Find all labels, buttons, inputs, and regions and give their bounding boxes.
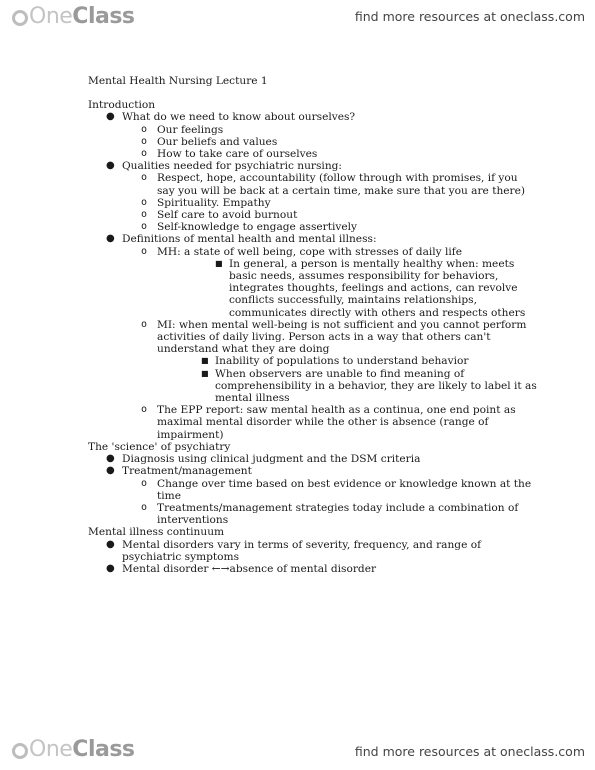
list-item: o MI: when mental well-being is not sufficient and you cannot perform xyxy=(141,318,527,331)
square-bullet-icon: ■ xyxy=(201,356,209,366)
lecture-notes xyxy=(88,75,538,575)
list-item-continuation: time xyxy=(157,489,181,502)
circle-bullet-icon: o xyxy=(141,123,148,135)
list-item: ● Qualities needed for psychiatric nursing: xyxy=(106,160,342,173)
list-item: ● What do we need to know about ourselves? xyxy=(106,111,356,124)
logo-circle-icon xyxy=(12,10,28,26)
list-item: ■ In general, a person is mentally healthy when: meets xyxy=(215,257,515,270)
list-item: ● Treatment/management xyxy=(106,465,252,478)
list-item-continuation: comprehensibility in a behavior, they are likely to label it as xyxy=(215,379,537,392)
list-item-continuation: interventions xyxy=(157,514,229,527)
list-item: ● Mental disorder ←→absence of mental disorder xyxy=(106,562,377,575)
resources-link-bottom[interactable]: find more resources at oneclass.com xyxy=(354,744,585,759)
circle-bullet-icon: o xyxy=(141,209,148,221)
list-item: ● Mental disorders vary in terms of severity, frequency, and range of xyxy=(106,538,482,551)
list-item-continuation: psychiatric symptoms xyxy=(122,550,240,563)
list-item-continuation: mental illness xyxy=(215,392,290,405)
list-item-continuation: impairment) xyxy=(157,428,224,441)
circle-bullet-icon: o xyxy=(141,172,148,184)
list-item: ● Definitions of mental health and mental illness: xyxy=(106,233,377,246)
list-item: o The EPP report: saw mental health as a continua, one end point as xyxy=(141,404,516,417)
bullet-icon: ● xyxy=(106,111,115,123)
circle-bullet-icon: o xyxy=(141,135,148,147)
list-item: o Treatments/management strategies today include a combination of xyxy=(141,501,519,514)
list-item: o Change over time based on best evidence or knowledge known at the xyxy=(141,477,532,490)
list-item: o Self-knowledge to engage assertively xyxy=(141,221,357,234)
bullet-icon: ● xyxy=(106,538,115,550)
list-item: o Respect, hope, accountability (follow through with promises, if you xyxy=(141,172,518,185)
bullet-icon: ● xyxy=(106,562,115,574)
bullet-icon: ● xyxy=(106,160,115,172)
continuum-heading: Mental illness continuum xyxy=(88,526,225,539)
list-item: o How to take care of ourselves xyxy=(141,148,318,161)
list-item: o Our beliefs and values xyxy=(141,135,278,148)
list-item-continuation: activities of daily living. Person acts in a way that others can't xyxy=(157,331,491,344)
circle-bullet-icon: o xyxy=(141,196,148,208)
oneclass-logo-bottom: OneClass xyxy=(12,739,135,761)
list-item: o Our feelings xyxy=(141,123,224,136)
circle-bullet-icon: o xyxy=(141,404,148,416)
list-item: o Spirituality. Empathy xyxy=(141,196,271,209)
circle-bullet-icon: o xyxy=(141,477,148,489)
circle-bullet-icon: o xyxy=(141,501,148,513)
science-heading: The 'science' of psychiatry xyxy=(88,440,231,453)
bullet-icon: ● xyxy=(106,465,115,477)
list-item-continuation: conflicts successfully, maintains relationships, xyxy=(229,294,477,307)
list-item: ● Diagnosis using clinical judgment and the DSM criteria xyxy=(106,453,421,466)
oneclass-logo-top: OneClass xyxy=(12,6,135,28)
list-item-continuation: basic needs, assumes responsibility for behaviors, xyxy=(229,270,499,283)
resources-link-top[interactable]: find more resources at oneclass.com xyxy=(354,9,585,24)
circle-bullet-icon: o xyxy=(141,221,148,233)
bullet-icon: ● xyxy=(106,453,115,465)
list-item-continuation: communicates directly with others and respects others xyxy=(229,306,526,319)
list-item: o Self care to avoid burnout xyxy=(141,209,298,222)
list-item: ■ Inability of populations to understand behavior xyxy=(201,355,469,368)
circle-bullet-icon: o xyxy=(141,245,148,257)
square-bullet-icon: ■ xyxy=(201,368,209,378)
circle-bullet-icon: o xyxy=(141,318,148,330)
list-item-continuation: maximal mental disorder while the other is absence (range of xyxy=(157,416,489,429)
list-item-continuation: say you will be back at a certain time, make sure that you are there) xyxy=(157,184,526,197)
list-item-continuation: understand what they are doing xyxy=(157,343,330,356)
doc-title: Mental Health Nursing Lecture 1 xyxy=(88,75,268,87)
circle-bullet-icon: o xyxy=(141,148,148,160)
square-bullet-icon: ■ xyxy=(215,258,223,268)
logo-circle-icon xyxy=(12,743,28,759)
list-item: ■ When observers are unable to find meaning of xyxy=(201,367,465,380)
list-item-continuation: integrates thoughts, feelings and actions, can revolve xyxy=(229,282,518,295)
list-item: o MH: a state of well being, cope with stresses of daily life xyxy=(141,245,462,258)
bullet-icon: ● xyxy=(106,233,115,245)
intro-heading: Introduction xyxy=(88,99,156,112)
